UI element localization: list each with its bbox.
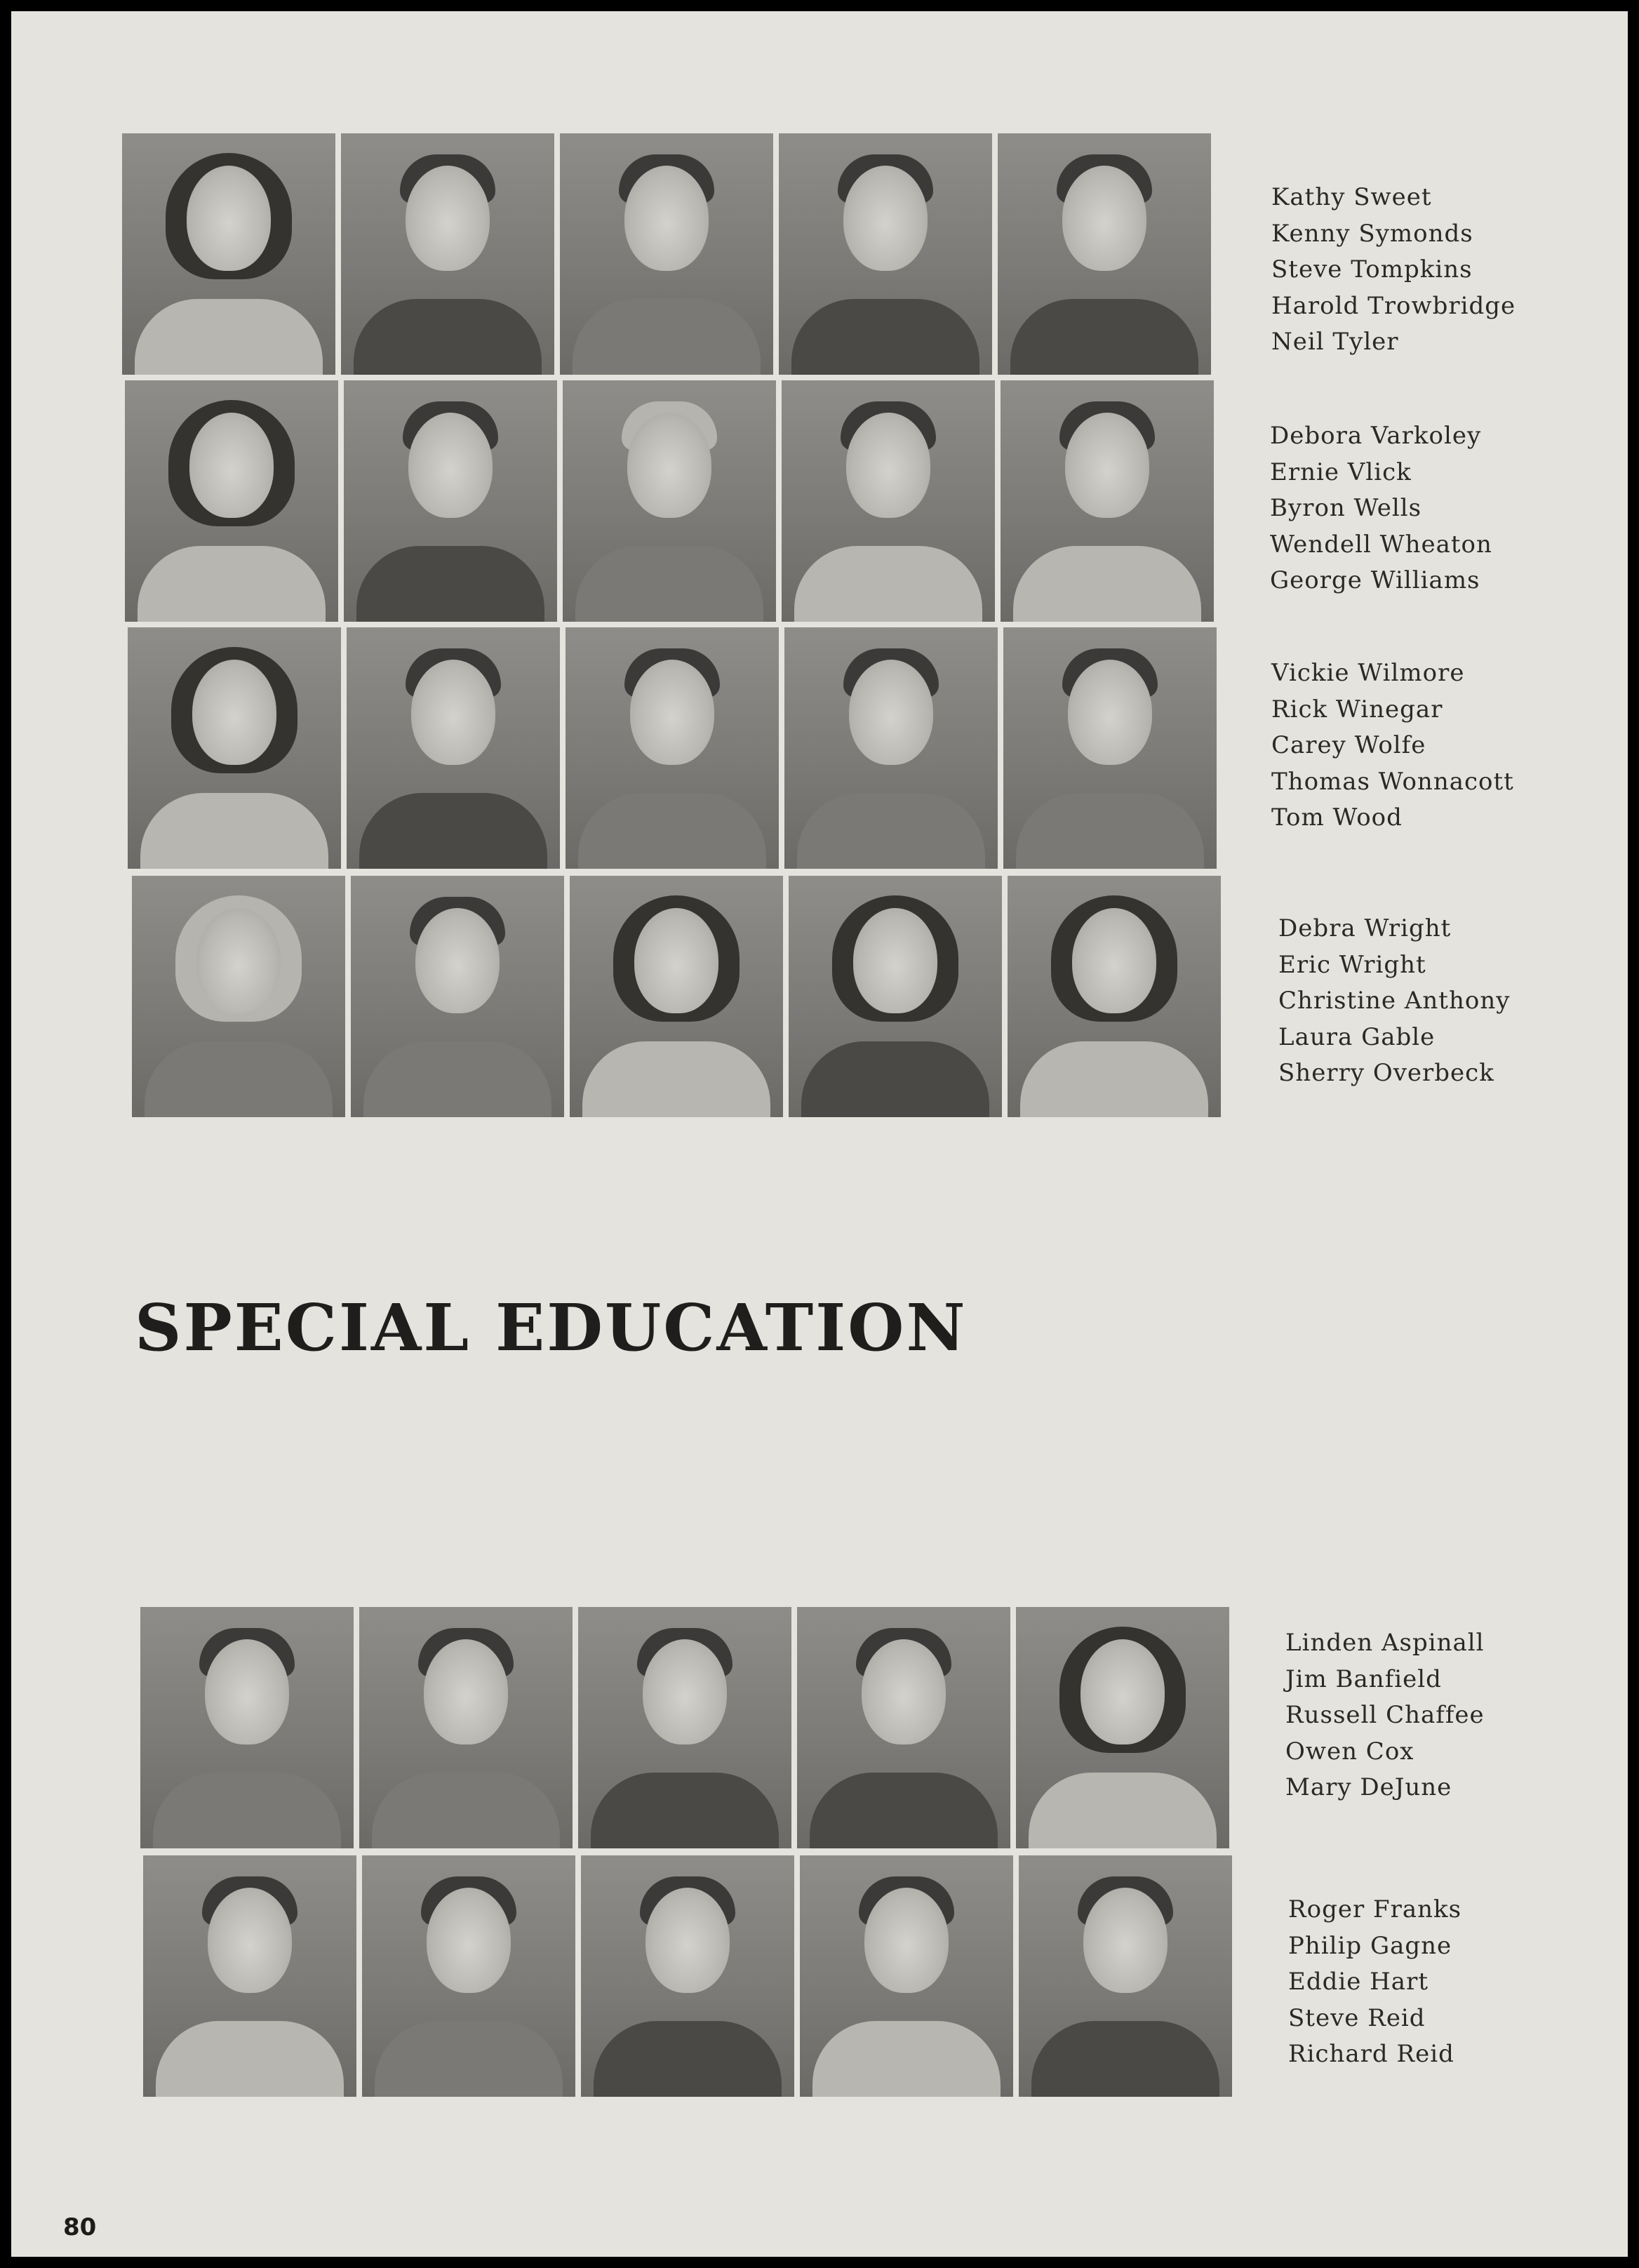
student-photo bbox=[1008, 876, 1221, 1117]
student-photo bbox=[132, 876, 345, 1117]
student-photo bbox=[789, 876, 1002, 1117]
photo-row-4 bbox=[132, 876, 1221, 1117]
student-photo bbox=[1016, 1607, 1229, 1848]
special-name-list-2 bbox=[1288, 1892, 1461, 2073]
special-photo-row-2 bbox=[143, 1855, 1232, 2097]
yearbook-page bbox=[11, 11, 1628, 2257]
student-name: Kathy Sweet bbox=[1271, 183, 1432, 211]
photo-row-3 bbox=[128, 627, 1217, 869]
student-name: Vickie Wilmore bbox=[1271, 659, 1465, 687]
student-photo bbox=[125, 380, 338, 622]
student-photo bbox=[341, 133, 554, 375]
student-name: Steve Reid bbox=[1288, 2003, 1426, 2032]
student-photo bbox=[581, 1855, 794, 2097]
student-photo bbox=[998, 133, 1211, 375]
student-name: Laura Gable bbox=[1278, 1022, 1436, 1051]
student-name: Christine Anthony bbox=[1278, 987, 1511, 1015]
student-photo bbox=[128, 627, 341, 869]
student-name: Harold Trowbridge bbox=[1271, 291, 1516, 320]
student-photo bbox=[359, 1607, 573, 1848]
student-name: Eddie Hart bbox=[1288, 1968, 1429, 1996]
student-photo bbox=[563, 380, 776, 622]
student-photo bbox=[140, 1607, 354, 1848]
student-name: Richard Reid bbox=[1288, 2040, 1454, 2068]
student-name: Jim Banfield bbox=[1285, 1665, 1442, 1693]
student-photo bbox=[1003, 627, 1217, 869]
student-photo bbox=[362, 1855, 575, 2097]
student-name: Thomas Wonnacott bbox=[1271, 767, 1514, 796]
student-photo bbox=[347, 627, 560, 869]
name-list-4 bbox=[1278, 911, 1510, 1092]
student-photo bbox=[578, 1607, 791, 1848]
photo-row-2 bbox=[125, 380, 1214, 622]
student-name: Carey Wolfe bbox=[1271, 731, 1426, 759]
student-name: Russell Chaffee bbox=[1285, 1701, 1485, 1729]
student-name: Byron Wells bbox=[1270, 494, 1422, 522]
student-name: Linden Aspinall bbox=[1285, 1629, 1485, 1657]
page-number: 80 bbox=[63, 2213, 97, 2241]
special-name-list-1 bbox=[1285, 1625, 1485, 1806]
student-name: Roger Franks bbox=[1288, 1895, 1462, 1923]
student-name: Tom Wood bbox=[1271, 803, 1403, 832]
student-photo bbox=[566, 627, 779, 869]
student-name: Sherry Overbeck bbox=[1278, 1059, 1494, 1087]
student-photo bbox=[570, 876, 783, 1117]
student-name: Ernie Vlick bbox=[1270, 458, 1412, 486]
student-name: Debora Varkoley bbox=[1270, 422, 1482, 450]
student-name: Steve Tompkins bbox=[1271, 255, 1473, 284]
student-photo bbox=[784, 627, 998, 869]
student-photo bbox=[122, 133, 335, 375]
student-name: Mary DeJune bbox=[1285, 1773, 1452, 1801]
section-title: SPECIAL EDUCATION bbox=[135, 1290, 968, 1366]
student-photo bbox=[143, 1855, 356, 2097]
student-photo bbox=[797, 1607, 1010, 1848]
student-name: Debra Wright bbox=[1278, 914, 1452, 942]
student-photo bbox=[1001, 380, 1214, 622]
name-list-2 bbox=[1270, 418, 1492, 599]
name-list-1 bbox=[1271, 180, 1516, 361]
student-name: Wendell Wheaton bbox=[1270, 530, 1492, 559]
student-photo bbox=[1019, 1855, 1232, 2097]
student-name: Eric Wright bbox=[1278, 950, 1426, 979]
name-list-3 bbox=[1271, 655, 1514, 836]
student-name: George Williams bbox=[1270, 566, 1480, 594]
student-name: Rick Winegar bbox=[1271, 695, 1443, 723]
student-photo bbox=[800, 1855, 1013, 2097]
photo-row-1 bbox=[122, 133, 1211, 375]
student-photo bbox=[779, 133, 992, 375]
student-name: Kenny Symonds bbox=[1271, 219, 1473, 248]
special-photo-row-1 bbox=[140, 1607, 1229, 1848]
student-name: Owen Cox bbox=[1285, 1737, 1414, 1766]
student-photo bbox=[351, 876, 564, 1117]
student-name: Philip Gagne bbox=[1288, 1931, 1452, 1960]
student-photo bbox=[782, 380, 995, 622]
student-photo bbox=[344, 380, 557, 622]
student-name: Neil Tyler bbox=[1271, 328, 1399, 356]
student-photo bbox=[560, 133, 773, 375]
